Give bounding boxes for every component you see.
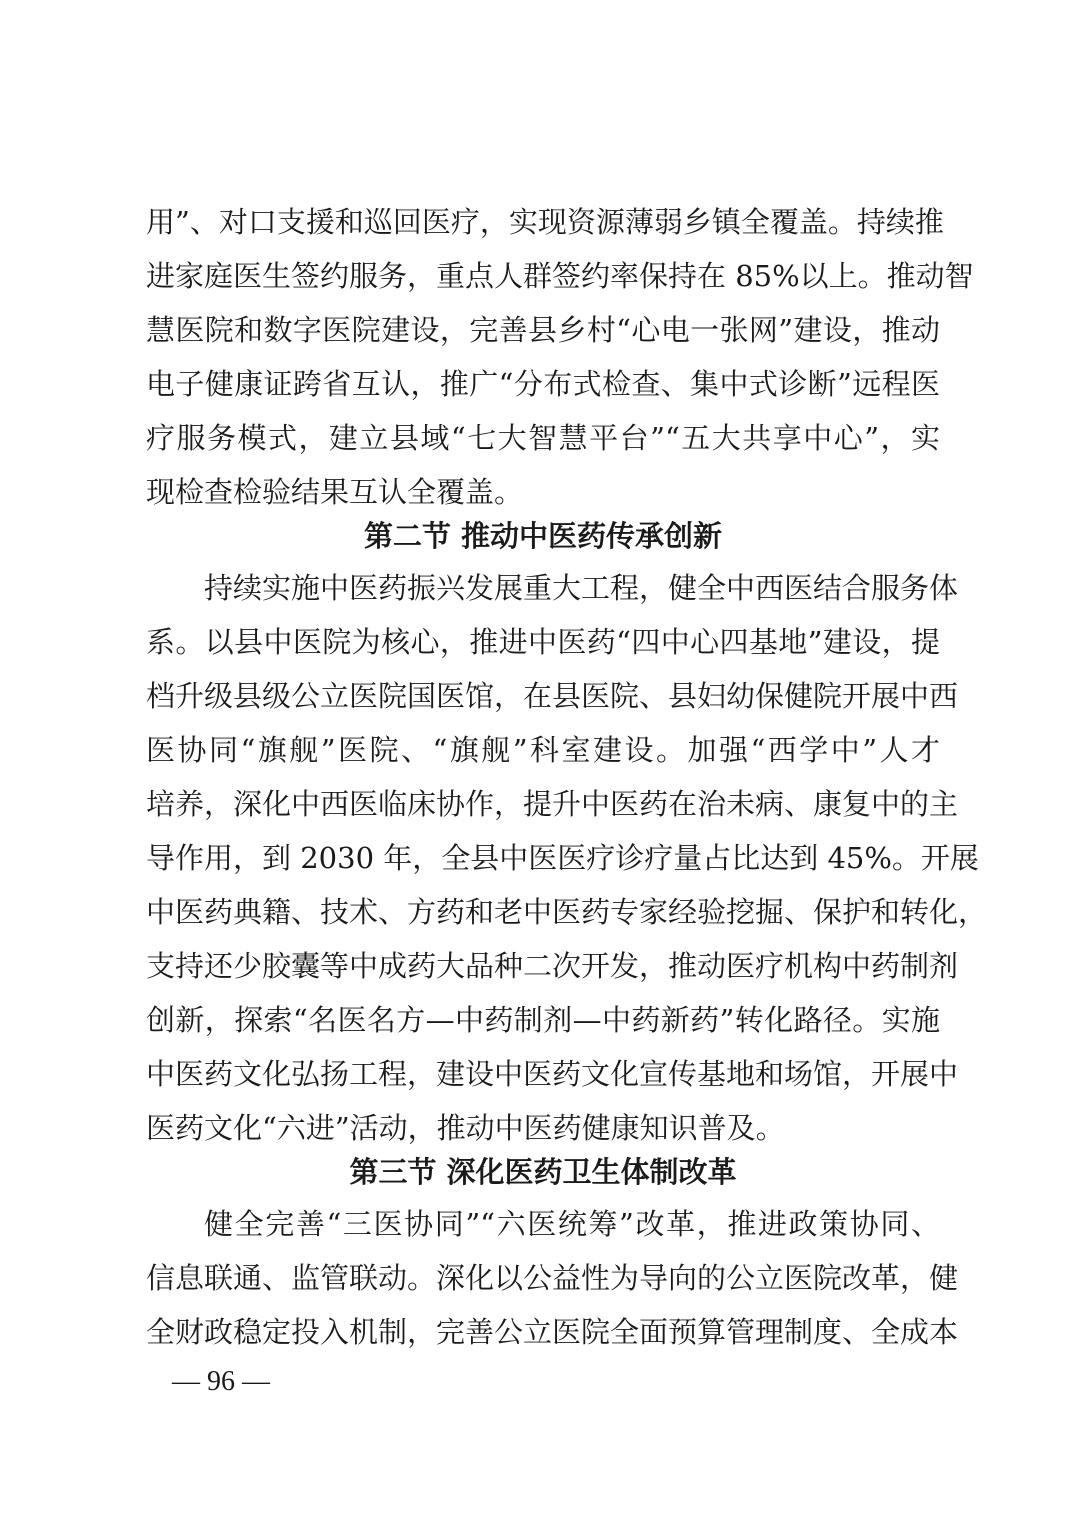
paragraph-line: 用”、对口支援和巡回医疗，实现资源薄弱乡镇全覆盖。持续推 [146,205,944,239]
paragraph-line: 全财政稳定投入机制，完善公立医院全面预算管理制度、全成本 [146,1315,959,1349]
paragraph-line: 信息联通、监管联动。深化以公益性为导向的公立医院改革，健 [146,1261,959,1295]
paragraph-line: 疗服务模式，建立县域“七大智慧平台”“五大共享中心”，实 [146,421,940,455]
paragraph-line: 医协同“旗舰”医院、“旗舰”科室建设。加强“西学中”人才 [146,733,940,767]
paragraph-line: 持续实施中医药振兴发展重大工程，健全中西医结合服务体 [204,571,959,605]
paragraph-line: 健全完善“三医协同”“六医统筹”改革，推进政策协同、 [204,1207,940,1241]
paragraph-line: 支持还少胶囊等中成药大品种二次开发，推动医疗机构中药制剂 [146,949,959,983]
section-heading: 第三节 深化医药卫生体制改革 [349,1155,737,1189]
paragraph-line: 导作用，到 2030 年，全县中医医疗诊疗量占比达到 45%。开展 [146,841,979,875]
paragraph-line: 电子健康证跨省互认，推广“分布式检查、集中式诊断”远程医 [146,367,940,401]
paragraph-line: 进家庭医生签约服务，重点人群签约率保持在 85%以上。推动智 [146,259,974,293]
paragraph-line: 培养，深化中西医临床协作，提升中医药在治未病、康复中的主 [146,787,959,821]
paragraph-line: 中医药典籍、技术、方药和老中医药专家经验挖掘、保护和转化， [146,895,988,929]
paragraph-line: 档升级县级公立医院国医馆，在县医院、县妇幼保健院开展中西 [146,679,959,713]
paragraph-line: 系。以县中医院为核心，推进中医药“四中心四基地”建设，提 [146,625,940,659]
paragraph-line: 现检查检验结果互认全覆盖。 [146,475,524,509]
paragraph-line: 创新，探索“名医名方—中药制剂—中药新药”转化路径。实施 [146,1003,940,1037]
section-heading: 第二节 推动中医药传承创新 [363,519,723,553]
paragraph-line: 中医药文化弘扬工程，建设中医药文化宣传基地和场馆，开展中 [146,1057,959,1091]
paragraph-line: 慧医院和数字医院建设，完善县乡村“心电一张网”建设，推动 [146,313,940,347]
paragraph-line: 医药文化“六进”活动，推动中医药健康知识普及。 [146,1111,785,1145]
page-number: — 96 — [172,1366,270,1397]
